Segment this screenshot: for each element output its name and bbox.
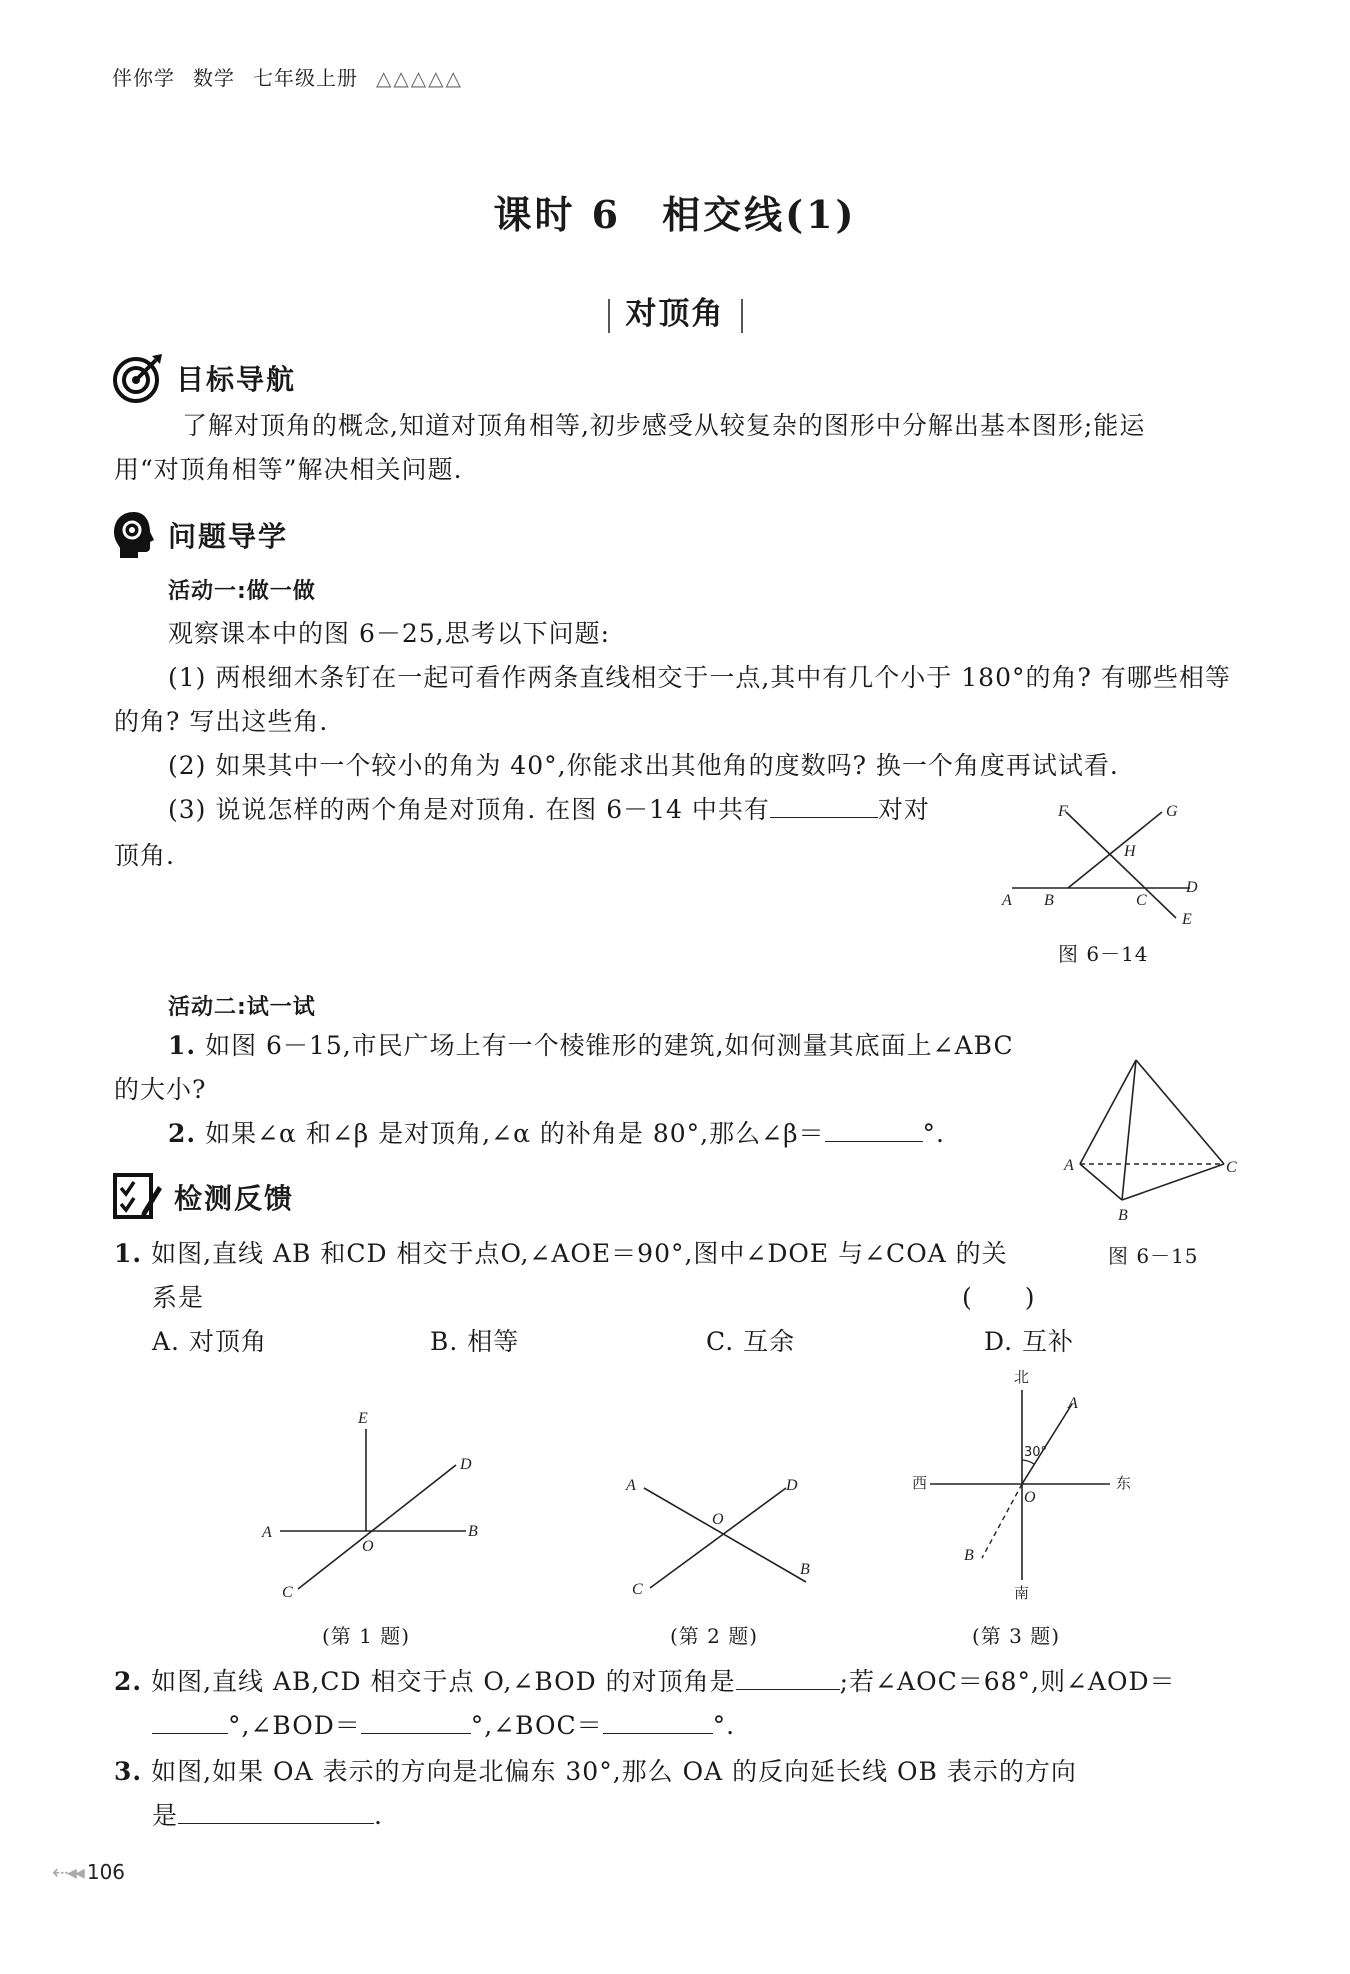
- check-q3-text: 如图,如果 OA 表示的方向是北偏东 30°,那么 OA 的反向延长线 OB 表示的方向: [151, 1757, 1077, 1786]
- label-b: B: [1044, 892, 1054, 909]
- activity-1-intro: 观察课本中的图 6－25,思考以下问题:: [168, 619, 611, 648]
- arrow-left-icon: ⇠◂◂: [52, 1860, 83, 1884]
- task-1-line-2: 的大小?: [114, 1075, 207, 1104]
- check-q1-text: 如图,直线 AB 和CD 相交于点O,∠AOE＝90°,图中∠DOE 与∠COA 的关: [151, 1239, 1008, 1268]
- subject-name: 数学: [193, 66, 235, 90]
- figure-q2: [620, 1460, 830, 1600]
- label-c: C: [1136, 892, 1147, 909]
- label-c: C: [1226, 1159, 1237, 1176]
- figure-6-15-caption: 图 6－15: [1108, 1244, 1199, 1268]
- task-2-number: 2.: [168, 1119, 197, 1148]
- label-a: A: [626, 1477, 636, 1494]
- task-1-text: 如图 6－15,市民广场上有一个棱锥形的建筑,如何测量其底面上∠ABC: [205, 1031, 1014, 1060]
- label-a: A: [1064, 1157, 1074, 1174]
- figure-6-15: [1056, 1050, 1246, 1230]
- page-footer: [52, 1860, 125, 1884]
- answer-blank[interactable]: [825, 1141, 923, 1142]
- check-q2-text-3: °,∠BOD＝: [228, 1711, 361, 1740]
- check-q3-number: 3.: [114, 1757, 143, 1786]
- check-q2-line-1: [114, 1660, 1176, 1704]
- line-fe: [1066, 812, 1176, 918]
- option-b[interactable]: B. 相等: [430, 1327, 520, 1356]
- divider: [741, 299, 743, 333]
- figure-q2-caption: (第 2 题): [670, 1624, 759, 1648]
- figure-q3-caption: (第 3 题): [972, 1624, 1061, 1648]
- answer-blank[interactable]: [736, 1689, 840, 1690]
- check-q1-line-1: [114, 1232, 1008, 1276]
- label-south: 南: [1014, 1584, 1030, 1602]
- goal-line-2: 用“对顶角相等”解决相关问题.: [114, 455, 463, 484]
- label-h: H: [1124, 843, 1136, 860]
- answer-blank[interactable]: [152, 1733, 228, 1734]
- label-d: D: [1186, 879, 1198, 896]
- book-name: 伴你学: [112, 66, 175, 90]
- answer-blank[interactable]: [361, 1733, 471, 1734]
- label-b: B: [468, 1523, 478, 1540]
- label-o: O: [362, 1538, 374, 1555]
- label-e: E: [358, 1410, 368, 1427]
- check-q2-text-4: °,∠BOC＝: [470, 1711, 603, 1740]
- check-q1-number: 1.: [114, 1239, 143, 1268]
- question-1-line-2: 的角? 写出这些角.: [114, 707, 329, 736]
- figure-q1: [250, 1405, 500, 1605]
- label-e: E: [1182, 911, 1192, 928]
- question-3-line-2: 顶角.: [114, 841, 175, 870]
- figure-6-14: [990, 790, 1220, 940]
- question-2: (2) 如果其中一个较小的角为 40°,你能求出其他角的度数吗? 换一个角度再试试看.: [168, 751, 1119, 780]
- page-title: 课时 6 相交线(1): [493, 192, 857, 237]
- question-3-line-1: [168, 788, 930, 832]
- label-a: A: [1002, 892, 1012, 909]
- check-q3-text-3: .: [374, 1801, 383, 1830]
- option-c[interactable]: C. 互余: [706, 1327, 796, 1356]
- activity-1-title: 活动一:做一做: [168, 579, 316, 604]
- label-c: C: [632, 1581, 643, 1598]
- check-q2-number: 2.: [114, 1667, 143, 1696]
- label-b: B: [800, 1561, 810, 1578]
- label-a: A: [262, 1524, 272, 1541]
- checklist-pen-icon: [112, 1172, 162, 1222]
- check-q2-text-2: ;若∠AOC＝68°,则∠AOD＝: [839, 1667, 1176, 1696]
- line-bg: [1068, 812, 1162, 888]
- check-q2-line-2: [152, 1704, 735, 1748]
- check-heading-text: 检测反馈: [174, 1182, 295, 1215]
- check-q1-line-2: 系是: [152, 1283, 205, 1312]
- subtitle-text: 对顶角: [625, 296, 725, 332]
- answer-blank[interactable]: [770, 817, 878, 818]
- figure-q1-caption: (第 1 题): [322, 1624, 411, 1648]
- goal-line-1: 了解对顶角的概念,知道对顶角相等,初步感受从较复杂的图形中分解出基本图形;能运: [182, 411, 1146, 440]
- label-b: B: [964, 1547, 974, 1564]
- task-2-text-end: °.: [922, 1119, 945, 1148]
- check-q2-text: 如图,直线 AB,CD 相交于点 O,∠BOD 的对顶角是: [151, 1667, 736, 1696]
- task-1-line-1: [168, 1024, 1014, 1068]
- check-q2-text-5: °.: [712, 1711, 736, 1740]
- head-gear-icon: [112, 510, 156, 560]
- goal-heading: [112, 352, 296, 404]
- check-q3-line-1: [114, 1750, 1077, 1794]
- question-3-text-end: 对对: [877, 795, 930, 824]
- task-2-text: 如果∠α 和∠β 是对顶角,∠α 的补角是 80°,那么∠β＝: [205, 1119, 825, 1148]
- divider: [608, 299, 610, 333]
- figure-6-14-caption: 图 6－14: [1058, 942, 1149, 966]
- option-a[interactable]: A. 对顶角: [152, 1327, 267, 1356]
- label-d: D: [460, 1456, 472, 1473]
- header-decoration: △△△△△: [376, 66, 463, 90]
- option-d[interactable]: D. 互补: [984, 1327, 1075, 1356]
- check-q3-line-2: [152, 1794, 383, 1838]
- label-west: 西: [912, 1474, 928, 1492]
- label-d: D: [786, 1477, 798, 1494]
- target-icon: [112, 352, 164, 404]
- label-g: G: [1166, 803, 1178, 820]
- label-a: A: [1068, 1395, 1078, 1412]
- task-1-number: 1.: [168, 1031, 197, 1060]
- guide-heading: [112, 510, 288, 560]
- answer-blank[interactable]: [603, 1733, 713, 1734]
- label-o: O: [1024, 1489, 1036, 1506]
- figure-q3: [900, 1362, 1160, 1602]
- answer-paren[interactable]: ( ): [962, 1283, 1036, 1312]
- activity-2-title: 活动二:试一试: [168, 995, 316, 1020]
- check-q3-text-2: 是: [152, 1801, 179, 1830]
- check-heading: [112, 1172, 294, 1222]
- question-3-text: (3) 说说怎样的两个角是对顶角. 在图 6－14 中共有: [168, 795, 770, 824]
- answer-blank[interactable]: [178, 1823, 374, 1824]
- page-header: [112, 62, 481, 91]
- label-f: F: [1058, 803, 1068, 820]
- grade-name: 七年级上册: [253, 66, 358, 90]
- label-east: 东: [1116, 1474, 1132, 1492]
- page-number: 106: [86, 1860, 126, 1884]
- question-1-line-1: (1) 两根细木条钉在一起可看作两条直线相交于一点,其中有几个小于 180°的角? 有哪些相等: [168, 663, 1231, 692]
- label-angle: 30°: [1024, 1445, 1048, 1460]
- label-c: C: [282, 1584, 293, 1601]
- guide-heading-text: 问题导学: [168, 520, 289, 553]
- goal-heading-text: 目标导航: [176, 363, 297, 396]
- task-2: [168, 1112, 945, 1156]
- label-north: 北: [1014, 1368, 1030, 1386]
- label-b: B: [1118, 1207, 1128, 1224]
- label-o: O: [712, 1511, 724, 1528]
- section-subtitle: [0, 288, 1350, 333]
